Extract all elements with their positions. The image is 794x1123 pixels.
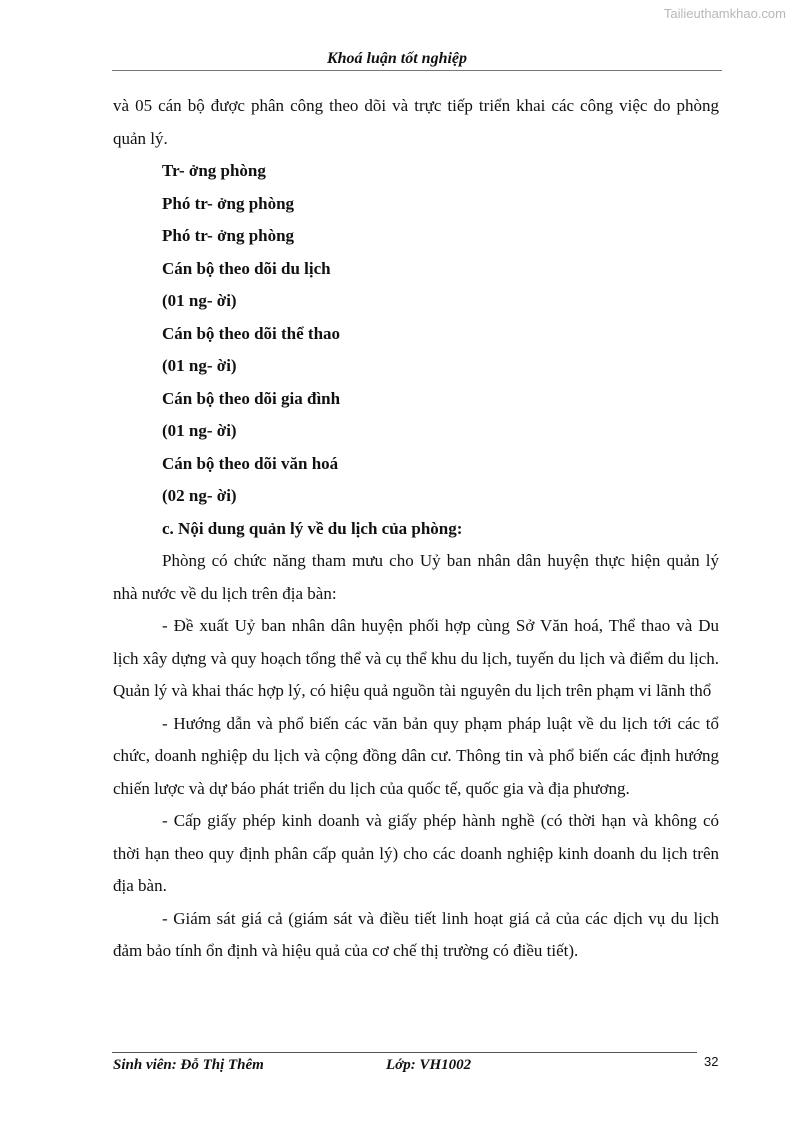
footer-class: Lớp: VH1002 (386, 1057, 472, 1073)
section-heading: c. Nội dung quản lý về du lịch của phòng: (162, 518, 463, 538)
org-item: Cán bộ theo dõi du lịch (162, 258, 331, 278)
org-item: Tr- ởng phòng (162, 161, 266, 180)
org-structure-list (113, 155, 719, 513)
org-item: (01 ng- ời) (162, 291, 237, 310)
header-divider (112, 70, 722, 71)
org-item: Phó tr- ởng phòng (162, 193, 295, 213)
org-item: Phó tr- ởng phòng (162, 226, 295, 245)
org-item: Cán bộ theo dõi thể thao (162, 323, 341, 343)
org-item: (01 ng- ời) (162, 421, 237, 440)
page-number: 32 (704, 1054, 719, 1069)
org-item: (01 ng- ời) (162, 356, 237, 375)
page-body (113, 90, 719, 968)
org-item: (02 ng- ời) (162, 486, 237, 505)
intro-paragraph: và 05 cán bộ được phân công theo dõi và trực tiếp triển khai các công việc do phòng quản lý. (113, 96, 719, 148)
org-item: Cán bộ theo dõi văn hoá (162, 453, 339, 473)
page-header-title: Khoá luận tốt nghiệp (326, 50, 468, 67)
footer-divider (112, 1052, 697, 1053)
org-item: Cán bộ theo dõi gia đình (162, 388, 341, 408)
body-paragraph: - Hướng dẫn và phổ biến các văn bản quy phạm pháp luật về du lịch tới các tổ chức, doanh nghiệp du lịch và cộng đồng dân cư. Thông tin và phổ biến các định hướng chiến lược và dự báo phát triển du lịch của quốc tế, quốc gia và địa phương. (113, 713, 719, 798)
body-paragraph: - Cấp giấy phép kinh doanh và giấy phép hành nghề (có thời hạn và không có thời hạn theo quy định phân cấp quản lý) cho các doanh nghiệp kinh doanh du lịch trên địa bàn. (113, 811, 719, 895)
body-paragraph: Phòng có chức năng tham mưu cho Uỷ ban nhân dân huyện thực hiện quản lý nhà nước về du lịch trên địa bàn: (113, 551, 719, 603)
footer-student-name: Sinh viên: Đỗ Thị Thêm (113, 1057, 264, 1073)
body-paragraph: - Đề xuất Uỷ ban nhân dân huyện phối hợp cùng Sở Văn hoá, Thể thao và Du lịch xây dựng và quy hoạch tổng thể và cụ thể khu du lịch, tuyến du lịch và điểm du lịch. Quản lý và khai thác hợp lý, có hiệu quả nguồn tài nguyên du lịch trên phạm vi lãnh thổ (113, 616, 719, 700)
watermark: Tailieuthamkhao.com (663, 6, 786, 21)
body-paragraph: - Giám sát giá cả (giám sát và điều tiết linh hoạt giá cả của các dịch vụ du lịch đảm bảo tính ổn định và hiệu quả của cơ chế thị trường có điều tiết). (113, 908, 719, 960)
